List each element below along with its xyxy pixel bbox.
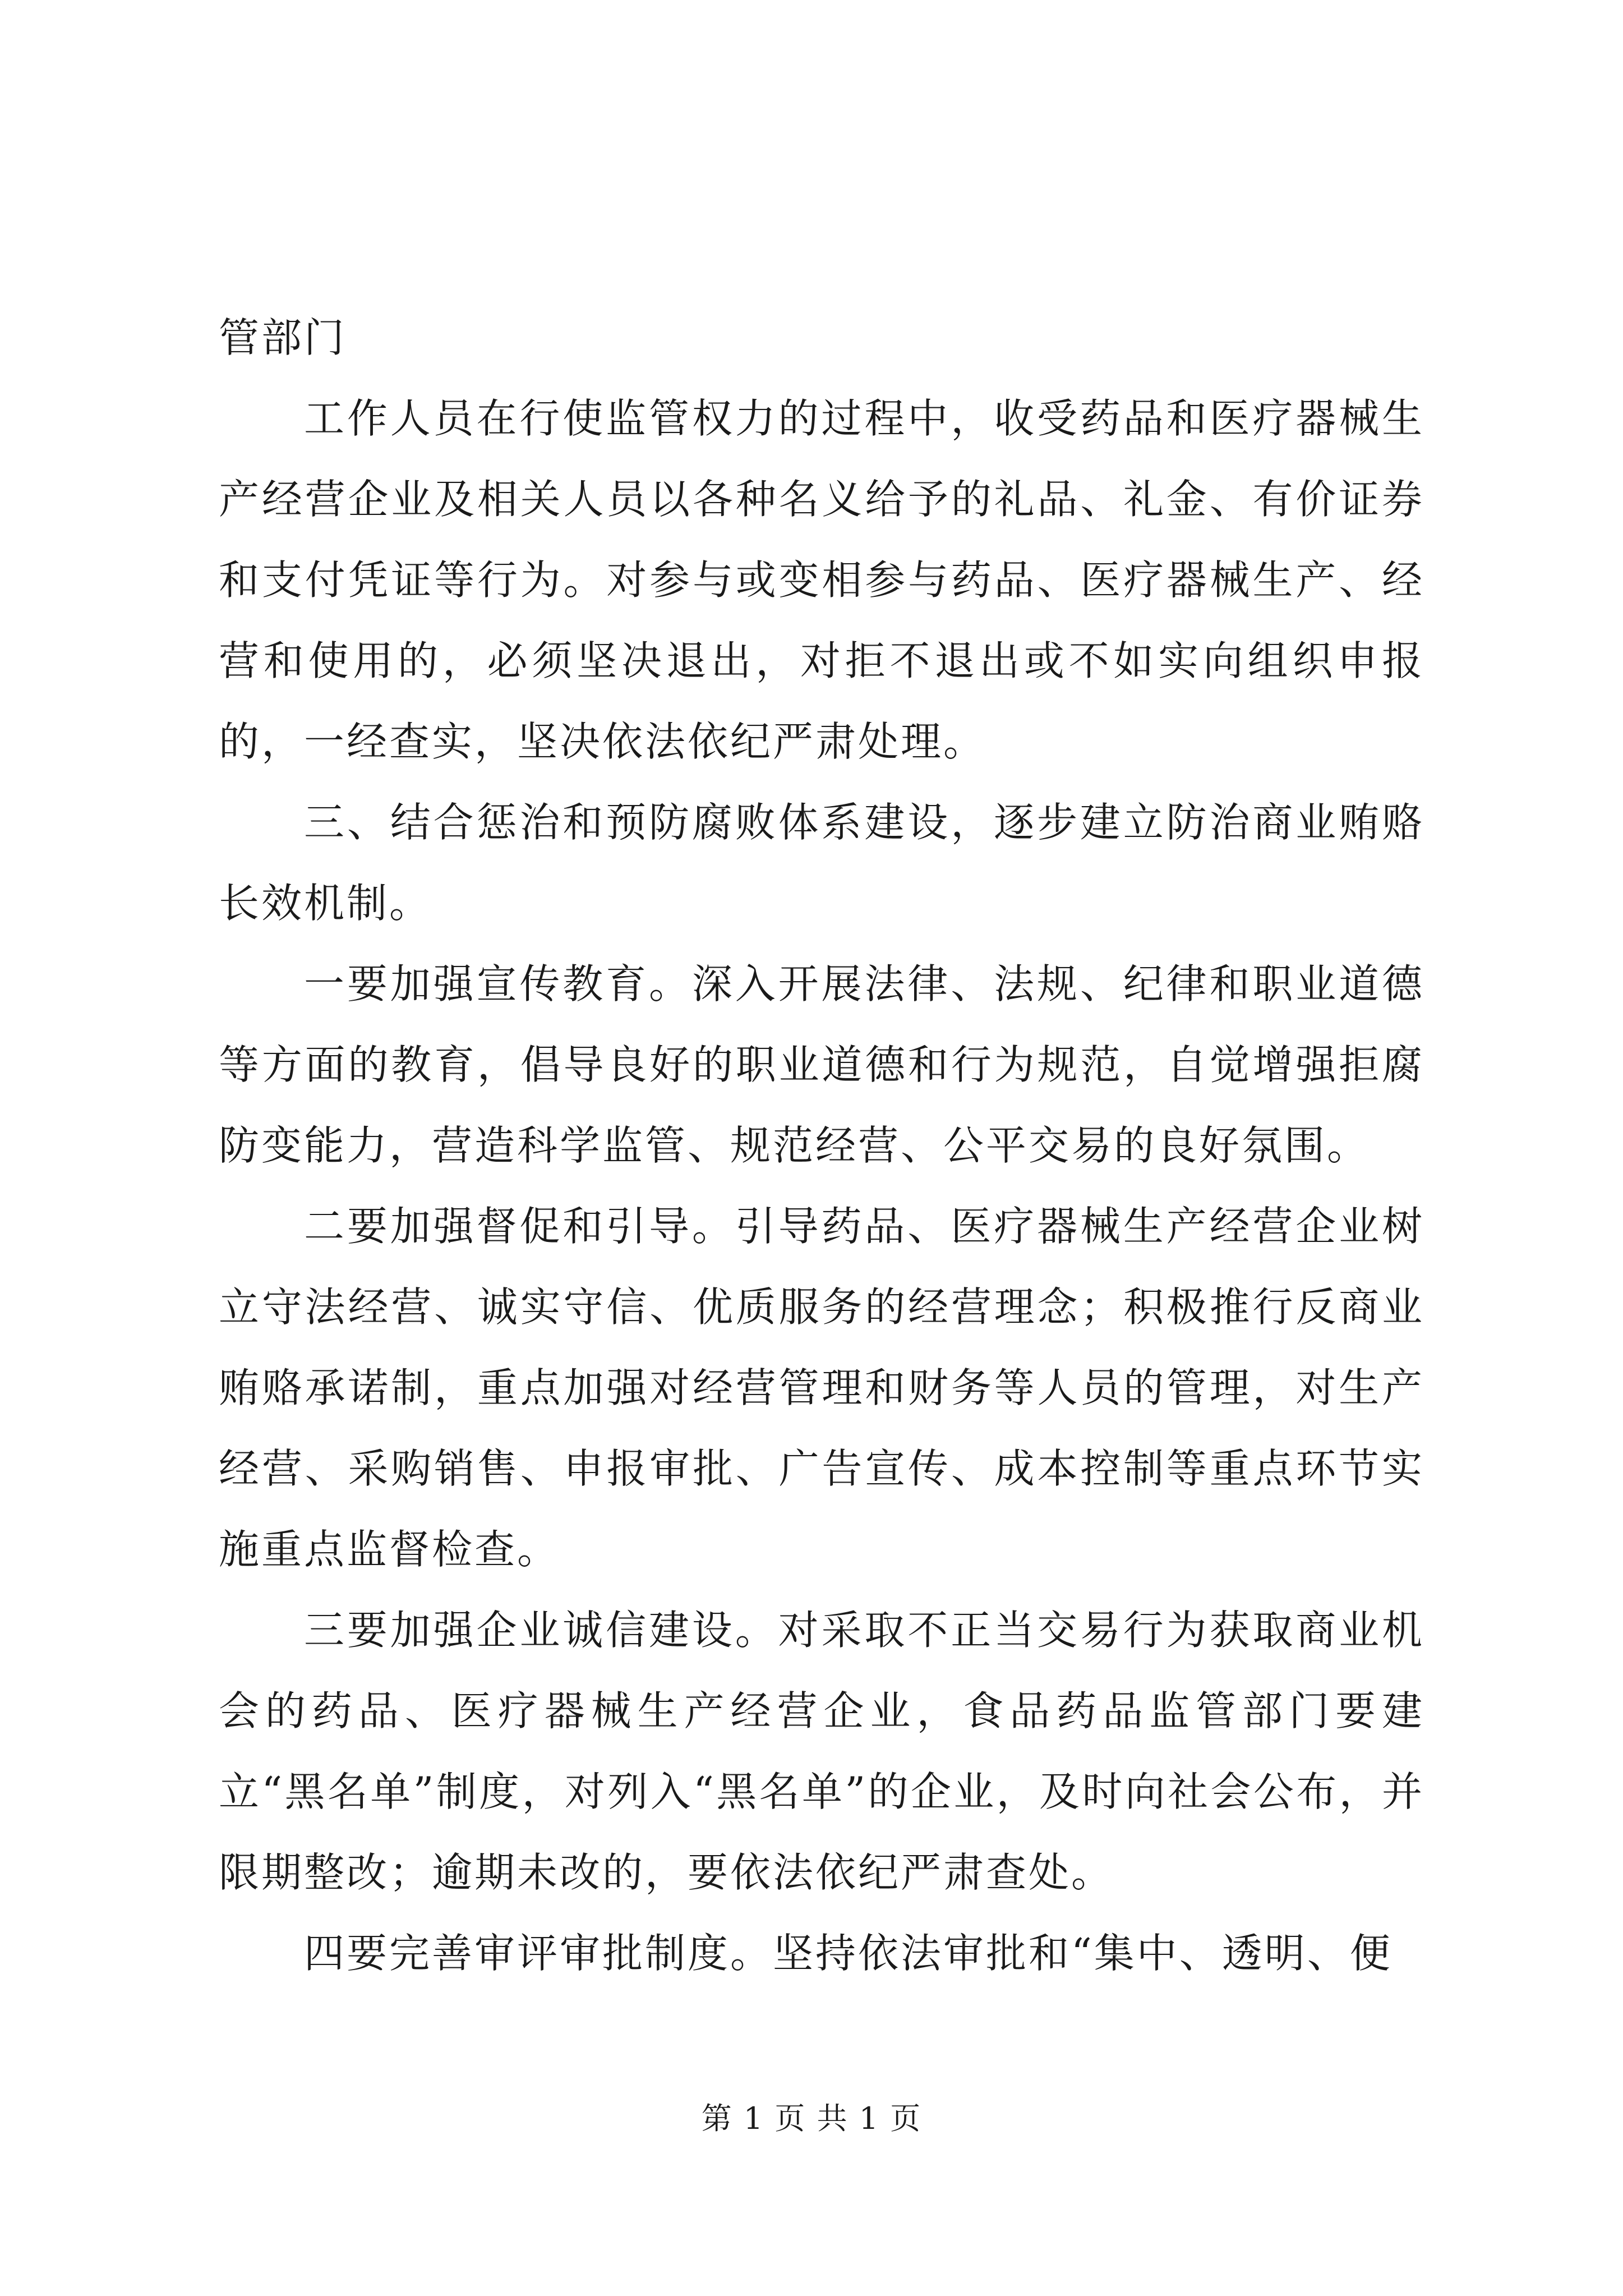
paragraph-staff-conduct: 工作人员在行使监管权力的过程中，收受药品和医疗器械生产经营企业及相关人员以各种名义给予的礼品、礼金、有价证券和支付凭证等行为。对参与或变相参与药品、医疗器械生产、经营和使用的，必须坚决退出，对拒不退出或不如实向组织申报的，一经查实，坚决依法依纪严肃处理。	[219, 395, 1424, 765]
paragraph-continuation: 管部门	[219, 314, 347, 361]
document-body	[219, 297, 1424, 1994]
paragraph-supervision-guidance: 二要加强督促和引导。引导药品、医疗器械生产经营企业树立守法经营、诚实守信、优质服务的经营理念；积极推行反商业贿赂承诺制，重点加强对经营管理和财务等人员的管理，对生产经营、采购销售、申报审批、广告宣传、成本控制等重点环节实施重点监督检查。	[219, 1203, 1424, 1573]
paragraph-integrity-building: 三要加强企业诚信建设。对采取不正当交易行为获取商业机会的药品、医疗器械生产经营企业，食品药品监管部门要建立“黑名单”制度，对列入“黑名单”的企业，及时向社会公布，并限期整改；逾期未改的，要依法依纪严肃查处。	[219, 1607, 1424, 1896]
paragraph-review-approval: 四要完善审评审批制度。坚持依法审批和“集中、透明、便	[304, 1930, 1393, 1977]
page-number-footer: 第 1 页 共 1 页	[701, 2101, 922, 2136]
paragraph-publicity-education: 一要加强宣传教育。深入开展法律、法规、纪律和职业道德等方面的教育，倡导良好的职业道德和行为规范，自觉增强拒腐防变能力，营造科学监管、规范经营、公平交易的良好氛围。	[219, 960, 1424, 1169]
paragraph-section-three-heading: 三、结合惩治和预防腐败体系建设，逐步建立防治商业贿赂长效机制。	[219, 799, 1424, 927]
